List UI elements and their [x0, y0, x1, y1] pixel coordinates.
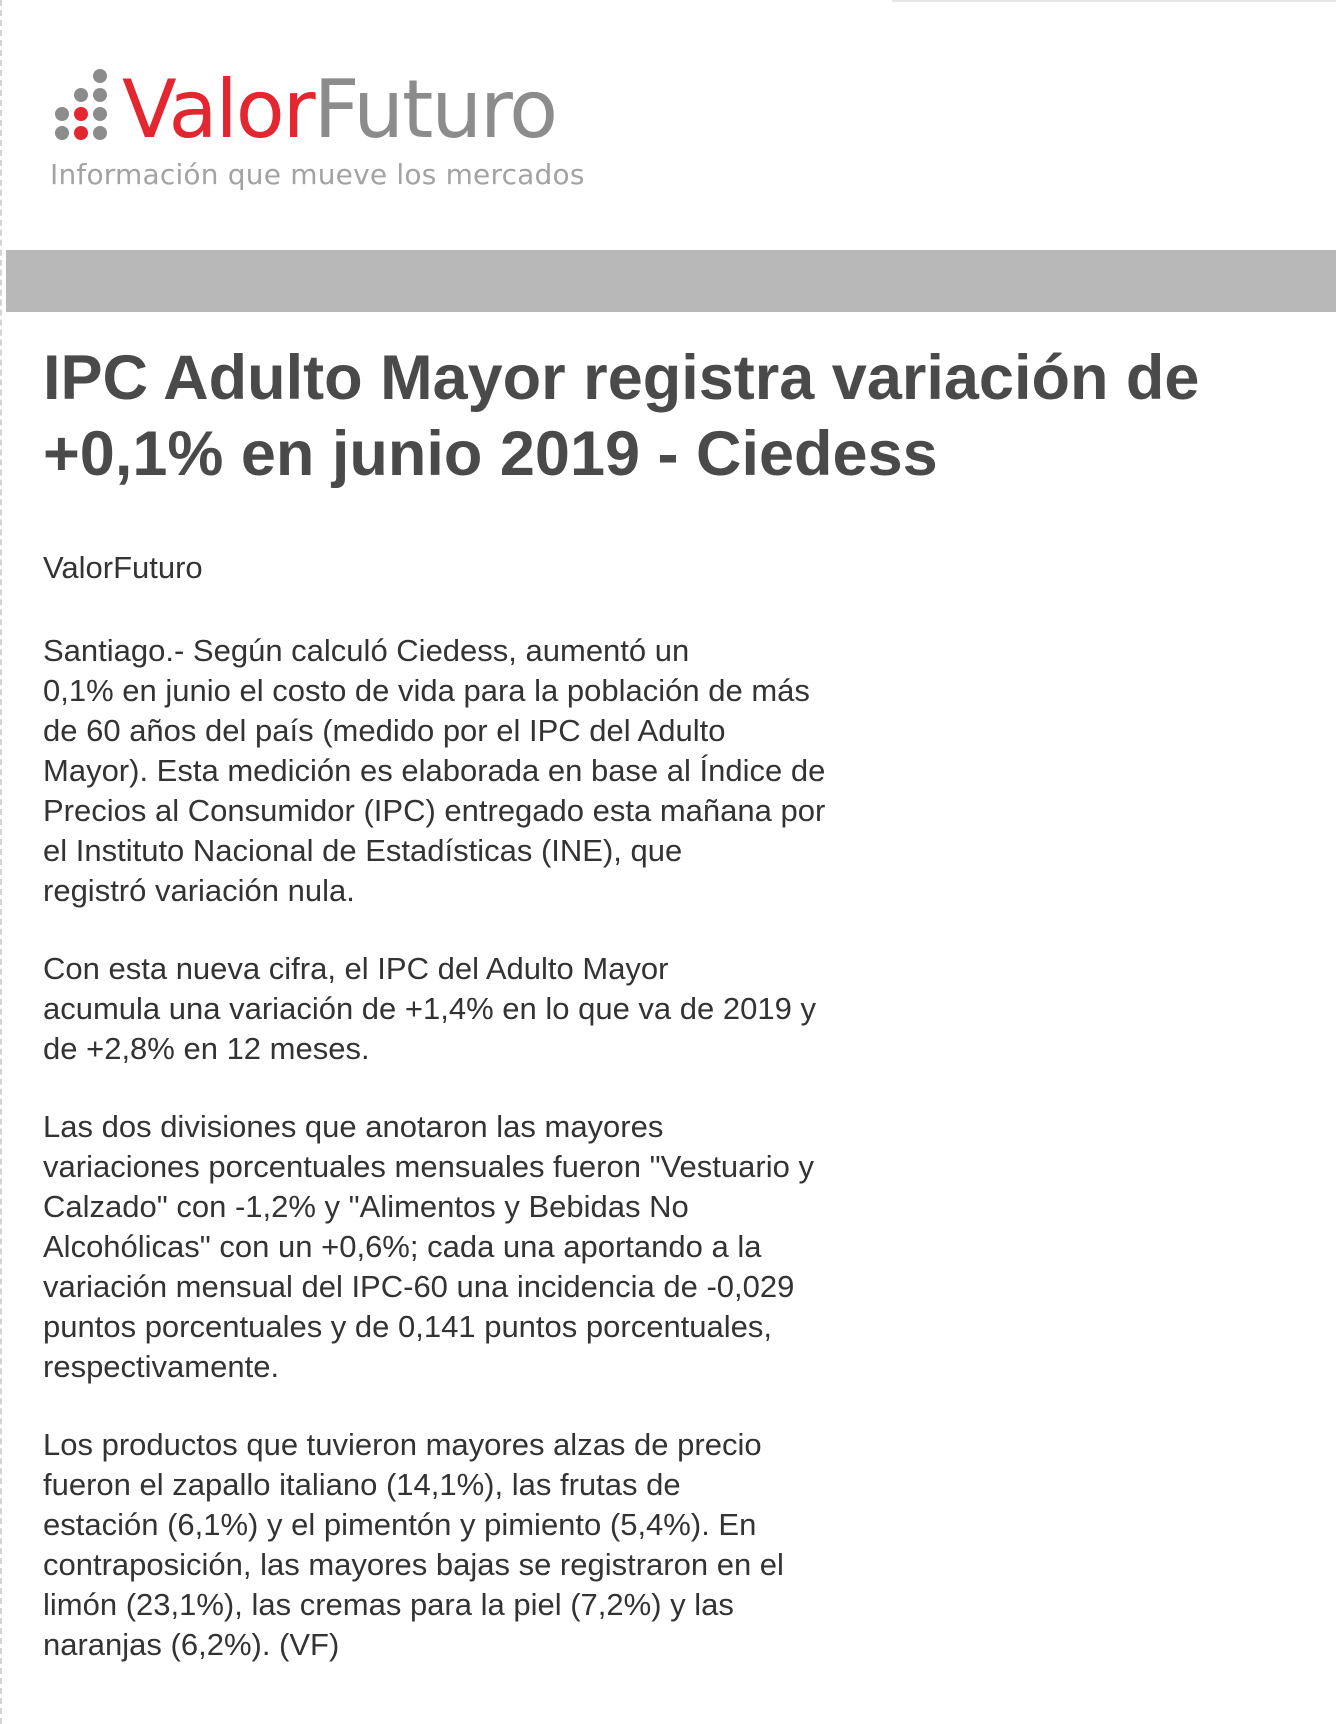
logo-wordmark [122, 63, 557, 156]
article-title [43, 340, 1303, 492]
logo-word-valor: Valor [122, 63, 314, 156]
article-title-line: +0,1% en junio 2019 - Ciedess [43, 419, 938, 489]
article-paragraph: Con esta nueva cifra, el IPC del Adulto Mayor acumula una variación de +1,4% en lo que va de 2019 y de +2,8% en 12 meses. [43, 951, 816, 1066]
article-byline: ValorFuturo [43, 550, 203, 585]
article-body [43, 631, 923, 1665]
logo-dots-icon [50, 68, 114, 152]
article [43, 340, 1303, 1703]
valorfuturo-logo[interactable] [50, 62, 610, 202]
article-paragraph: Los productos que tuvieron mayores alzas de precio fueron el zapallo italiano (14,1%), las frutas de estación (6,1%) y el pimentón y pimiento (5,4%). En contraposición, las mayores bajas se registraron en el limón (23,1%), las cremas para la piel (7,2%) y las naranjas (6,2%). (VF) [43, 1427, 784, 1662]
logo-tagline: Información que mueve los mercados [50, 158, 585, 191]
top-divider [892, 0, 1336, 2]
article-paragraph: Las dos divisiones que anotaron las mayores variaciones porcentuales mensuales fueron "Vestuario y Calzado" con -1,2% y "Alimentos y Bebidas No Alcohólicas" con un +0,6%; cada una aportando a la variación mensual del IPC-60 una incidencia de -0,029 puntos porcentuales y de 0,141 puntos porcentuales, respectivamente. [43, 1109, 814, 1384]
navigation-bar [6, 250, 1336, 312]
article-paragraph: Santiago.- Según calculó Ciedess, aumentó un 0,1% en junio el costo de vida para la población de más de 60 años del país (medido por el IPC del Adulto Mayor). Esta medición es elaborada en base al Índice de Precios al Consumidor (IPC) entregado esta mañana por el Instituto Nacional de Estadísticas (INE), que registró variación nula. [43, 633, 826, 908]
logo-word-futuro: Futuro [313, 63, 557, 156]
article-title-line: IPC Adulto Mayor registra variación de [43, 343, 1200, 413]
